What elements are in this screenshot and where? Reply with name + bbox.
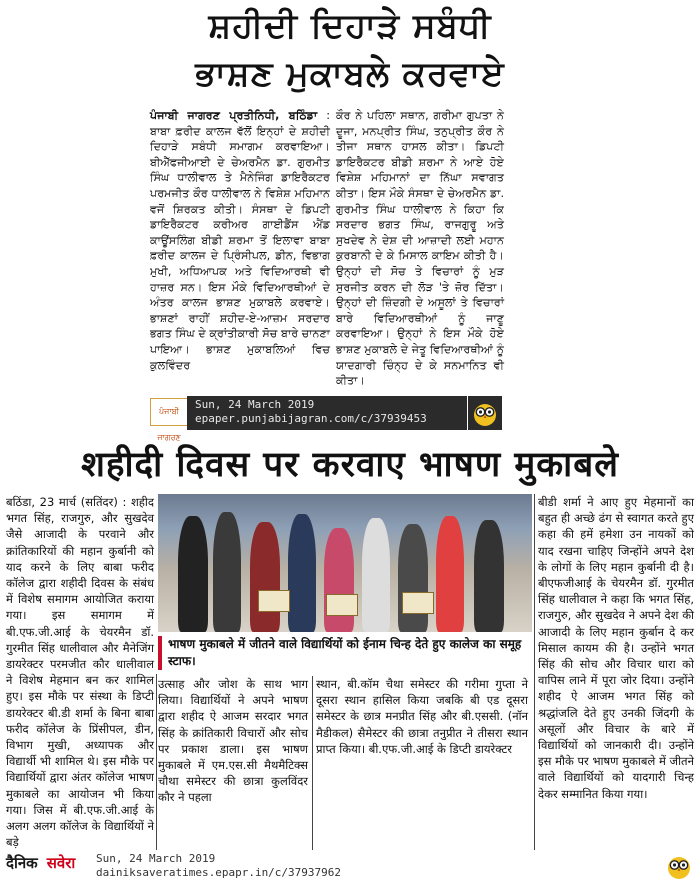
photo-caption: भाषण मुकाबले में जीतने वाले विद्यार्थियों को ईनाम चिन्ह देते हुए कालेज का समूह स्टाफ।: [158, 636, 532, 670]
hindi-col4-text: बीडी शर्मा ने आए हुए मेहमानों का बहुत ही अच्छे ढंग से स्वागत करते हुए कहा की हमें हमेशा उन नायकों को याद रखना चाहिए जिन्होंने अपने देश के लोगों के लिए महान कुर्बानी दी है। बीएफजीआई के चेयरमैन डॉ. गुरमीत सिंह धालीवाल ने कहा कि भगत सिंह, राजगुरु, और सुखदेव ने अपने देश की आजादी के लिए महान कुर्बान दे कर मिसाल कायम की है। उन्होंने भगत सिंह की सोच और विचार धारा को वापिस लाने में पूरा जोर दिया। उन्होंने शहीद ऐ आजम भगत सिंह को श्रद्धांजलि देते हुए उनकी जिंदगी के असूलों और विचार के बारे में विद्यार्थियों को जानकारी दी। उन्होंने इस मौके पर भाषण मुकाबले में जीतने वाले विद्यार्थियों को यादगारी चिन्ह देकर सम्मानित किया गया।: [538, 495, 694, 801]
owl-icon: [470, 398, 500, 428]
dainik-savera-logo: दैनिक सवेरा: [6, 854, 76, 872]
owl-icon: [664, 851, 694, 881]
hindi-column-2: [158, 676, 308, 806]
hindi-column-1: [6, 494, 154, 850]
hindi-col3-text: स्थान, बी.कॉम चैथा समेस्टर की गरीमा गुप्ता ने दूसरा स्थान हासिल किया जबकि बी एड दूसरा समेस्टर के छात्र मनप्रीत सिंह और बी.एससी. (नॉन मैडीकल) सैमेस्टर की छात्रा तनुप्रीत ने तीसरा स्थान प्राप्त किया। बी.एफ.जी.आई के डिप्टी डायरेक्टर: [316, 677, 528, 756]
punjabi-footer-url[interactable]: epaper.punjabijagran.com/c/37939453: [195, 412, 427, 425]
punjabi-col1-text: ਬਾਬਾ ਫ਼ਰੀਦ ਕਾਲਜ ਵੱਲੋਂ ਇਨ੍ਹਾਂ ਦੇ ਸ਼ਹੀਦੀ ਦਿਹਾੜੇ ਸਬੰਧੀ ਸਮਾਗਮ ਕਰਵਾਇਆ। ਬੀਐੱਫਜੀਆਈ ਦੇ ਚੇਅਰਮੈਨ ਡਾ. ਗੁਰਮੀਤ ਸਿੰਘ ਧਾਲੀਵਾਲ ਤੇ ਮੈਨੇਜਿੰਗ ਡਾਇਰੈਕਟਰ ਪਰਮਜੀਤ ਕੌਰ ਧਾਲੀਵਾਲ ਨੇ ਵਿਸ਼ੇਸ਼ ਮਹਿਮਾਨ ਵਜੋਂ ਸ਼ਿਰਕਤ ਕੀਤੀ। ਸੰਸਥਾ ਦੇ ਡਿਪਟੀ ਡਾਇਰੈਕਟਰ ਕਰੀਅਰ ਗਾਈਡੈਂਸ ਐਂਡ ਕਾਊਂਸਲਿੰਗ ਬੀਡੀ ਸ਼ਰਮਾ ਤੋਂ ਇਲਾਵਾ ਬਾਬਾ ਫ਼ਰੀਦ ਕਾਲਜ ਦੇ ਪ੍ਰਿੰਸੀਪਲ, ਡੀਨ, ਵਿਭਾਗ ਮੁਖੀ, ਅਧਿਆਪਕ ਅਤੇ ਵਿਦਿਆਰਥੀ ਵੀ ਹਾਜ਼ਰ ਸਨ। ਇਸ ਮੌਕੇ ਵਿਦਿਆਰਥੀਆਂ ਦੇ ਅੰਤਰ ਕਾਲਜ ਭਾਸ਼ਣ ਮੁਕਾਬਲੇ ਕਰਵਾਏ। ਭਾਸ਼ਣਾਂ ਰਾਹੀਂ ਸ਼ਹੀਦ-ਏ-ਆਜ਼ਮ ਸਰਦਾਰ ਭਗਤ ਸਿੰਘ ਦੇ ਕ੍ਰਾਂਤੀਕਾਰੀ ਸੋਚ ਬਾਰੇ ਚਾਨਣਾ ਪਾਇਆ। ਭਾਸ਼ਣ ਮੁਕਾਬਲਿਆਂ ਵਿਚ ਕੁਲਵਿੰਦਰ: [150, 124, 330, 372]
punjabi-footer-date: Sun, 24 March 2019: [195, 398, 315, 411]
punjabi-footer: [187, 396, 467, 430]
punjabi-jagran-logo: ਪੰਜਾਬੀ ਜਾਗਰਣ: [150, 398, 188, 426]
punjabi-column-1: ਪੰਜਾਬੀ ਜਾਗਰਣ ਪ੍ਰਤੀਨਿਧੀ, ਬਠਿੰਡਾ : ਬਾਬਾ ਫ਼ਰੀਦ ਕਾਲਜ ਵੱਲੋਂ ਇਨ੍ਹਾਂ ਦੇ ਸ਼ਹੀਦੀ ਦਿਹਾੜੇ ਸਬੰਧੀ ਸਮਾਗਮ ਕਰਵਾਇਆ। ਬੀਐੱਫਜੀਆਈ ਦੇ ਚੇਅਰਮੈਨ ਡਾ. ਗੁਰਮੀਤ ਸਿੰਘ ਧਾਲੀਵਾਲ ਤੇ ਮੈਨੇਜਿੰਗ ਡਾਇਰੈਕਟਰ ਪਰਮਜੀਤ ਕੌਰ ਧਾਲੀਵਾਲ ਨੇ ਵਿਸ਼ੇਸ਼ ਮਹਿਮਾਨ ਵਜੋਂ ਸ਼ਿਰਕਤ ਕੀਤੀ। ਸੰਸਥਾ ਦੇ ਡਿਪਟੀ ਡਾਇਰੈਕਟਰ ਕਰੀਅਰ ਗਾਈਡੈਂਸ ਐਂਡ ਕਾਊਂਸਲਿੰਗ ਬੀਡੀ ਸ਼ਰਮਾ ਤੋਂ ਇਲਾਵਾ ਬਾਬਾ ਫ਼ਰੀਦ ਕਾਲਜ ਦੇ ਪ੍ਰਿੰਸੀਪਲ, ਡੀਨ, ਵਿਭਾਗ ਮੁਖੀ, ਅਧਿਆਪਕ ਅਤੇ ਵਿਦਿਆਰਥੀ ਵੀ ਹਾਜ਼ਰ ਸਨ। ਇਸ ਮੌਕੇ ਵਿਦਿਆਰਥੀਆਂ ਦੇ ਅੰਤਰ ਕਾਲਜ ਭਾਸ਼ਣ ਮੁਕਾਬਲੇ ਕਰਵਾਏ। ਭਾਸ਼ਣਾਂ ਰਾਹੀਂ ਸ਼ਹੀਦ-ਏ-ਆਜ਼ਮ ਸਰਦਾਰ ਭਗਤ ਸਿੰਘ ਦੇ ਕ੍ਰਾਂਤੀਕਾਰੀ ਸੋਚ ਬਾਰੇ ਚਾਨਣਾ ਪਾਇਆ। ਭਾਸ਼ਣ ਮੁਕਾਬਲਿਆਂ ਵਿਚ ਕੁਲਵਿੰਦਰ: [150, 109, 330, 372]
hindi-col1-text: बठिंडा, 23 मार्च (सतिंदर) : शहीद भगत सिंह, राजगुरु, और सुखदेव जैसे आजादी के परवाने और क्रांतिकारियों की महान कुर्बानी को याद करने के लिए बाबा फरीद कॉलेज द्वारा शहीदी दिवस के संबंध में विशेष समागम आयोजित कराया गया। इस समागम में बी.एफ.जी.आई के चेयरमैन डॉ. गुरमीत सिंह धालीवाल और मैनेजिंग डायरेक्टर परमजीत कौर धालीवाल ने विशेष मेहमान बन कर शामिल हुए। इस मौके पर संस्था के डिप्टी डायरेक्टर बी.डी शर्मा के बिना बाबा फरीद कॉलेज के प्रिंसीपल, डीन, विभाग मुखी, अध्यापक और विद्यार्थी भी शामिल थे। इस मौके पर विद्यार्थियों द्वारा अंतर कॉलेज भाषण मुकाबले का आयोजन भी किया गया। जिस में बी.एफ.जी.आई के अलग अलग कॉलेज के विद्यार्थियों ने बड़े: [6, 495, 154, 850]
punjabi-watermark: [468, 396, 502, 430]
hindi-column-3: [316, 676, 528, 757]
hindi-footer: [4, 850, 696, 882]
punjabi-byline: ਪੰਜਾਬੀ ਜਾਗਰਣ ਪ੍ਰਤੀਨਿਧੀ, ਬਠਿੰਡਾ: [150, 109, 318, 122]
hindi-col2-text: उत्साह और जोश के साथ भाग लिया। विद्यार्थियों ने अपने भाषण द्वारा शहीद ऐ आजम सरदार भगत सिंह के क्रांतिकारी विचारों और सोच पर प्रकाश डाला। इस भाषण मुकाबले में एम.एस.सी मैथमैटिक्स चौथा समेस्टर की छात्रा कुलविंदर कौर ने पहला: [158, 677, 308, 805]
award-photo: [158, 494, 532, 632]
hindi-headline: शहीदी दिवस पर करवाए भाषण मुकाबले: [81, 445, 619, 485]
punjabi-column-2: [336, 108, 504, 389]
punjabi-col2-text: ਕੌਰ ਨੇ ਪਹਿਲਾ ਸਥਾਨ, ਗਰੀਮਾ ਗੁਪਤਾ ਨੇ ਦੂਜਾ, ਮਨਪ੍ਰੀਤ ਸਿੰਘ, ਤਨੁਪ੍ਰੀਤ ਕੌਰ ਨੇ ਤੀਜਾ ਸਥਾਨ ਹਾਸਲ ਕੀਤਾ। ਡਿਪਟੀ ਡਾਇਰੈਕਟਰ ਬੀਡੀ ਸ਼ਰਮਾ ਨੇ ਆਏ ਹੋਏ ਵਿਸ਼ੇਸ਼ ਮਹਿਮਾਨਾਂ ਦਾ ਨਿੱਘਾ ਸਵਾਗਤ ਕੀਤਾ। ਇਸ ਮੌਕੇ ਸੰਸਥਾ ਦੇ ਚੇਅਰਮੈਨ ਡਾ. ਗੁਰਮੀਤ ਸਿੰਘ ਧਾਲੀਵਾਲ ਨੇ ਕਿਹਾ ਕਿ ਸਰਦਾਰ ਭਗਤ ਸਿੰਘ, ਰਾਜਗੁਰੂ ਅਤੇ ਸੁਖਦੇਵ ਨੇ ਦੇਸ਼ ਦੀ ਆਜ਼ਾਦੀ ਲਈ ਮਹਾਨ ਕੁਰਬਾਨੀ ਦੇ ਕੇ ਮਿਸਾਲ ਕਾਇਮ ਕੀਤੀ ਹੈ। ਉਨ੍ਹਾਂ ਦੀ ਸੋਚ ਤੇ ਵਿਚਾਰਾਂ ਨੂੰ ਮੁੜ ਸੁਰਜੀਤ ਕਰਨ ਦੀ ਲੋੜ 'ਤੇ ਜ਼ੋਰ ਦਿੱਤਾ। ਉਨ੍ਹਾਂ ਦੀ ਜ਼ਿੰਦਗੀ ਦੇ ਅਸੂਲਾਂ ਤੇ ਵਿਚਾਰਾਂ ਬਾਰੇ ਵਿਦਿਆਰਥੀਆਂ ਨੂੰ ਜਾਣੂ ਕਰਵਾਇਆ। ਉਨ੍ਹਾਂ ਨੇ ਇਸ ਮੌਕੇ ਹੋਏ ਭਾਸ਼ਣ ਮੁਕਾਬਲੇ ਦੇ ਜੇਤੂ ਵਿਦਿਆਰਥੀਆਂ ਨੂੰ ਯਾਦਗਾਰੀ ਚਿੰਨ੍ਹ ਦੇ ਕੇ ਸਨਮਾਨਿਤ ਵੀ ਕੀਤਾ।: [336, 109, 504, 388]
punjabi-headline-line1: ਸ਼ਹੀਦੀ ਦਿਹਾੜੇ ਸਬੰਧੀ: [208, 6, 492, 46]
hindi-footer-url[interactable]: dainiksaveratimes.epapr.in/c/37937962: [96, 866, 342, 879]
hindi-footer-date: Sun, 24 March 2019: [96, 852, 216, 865]
hindi-column-4: [538, 494, 694, 802]
punjabi-headline-line2: ਭਾਸ਼ਣ ਮੁਕਾਬਲੇ ਕਰਵਾਏ: [195, 54, 505, 94]
